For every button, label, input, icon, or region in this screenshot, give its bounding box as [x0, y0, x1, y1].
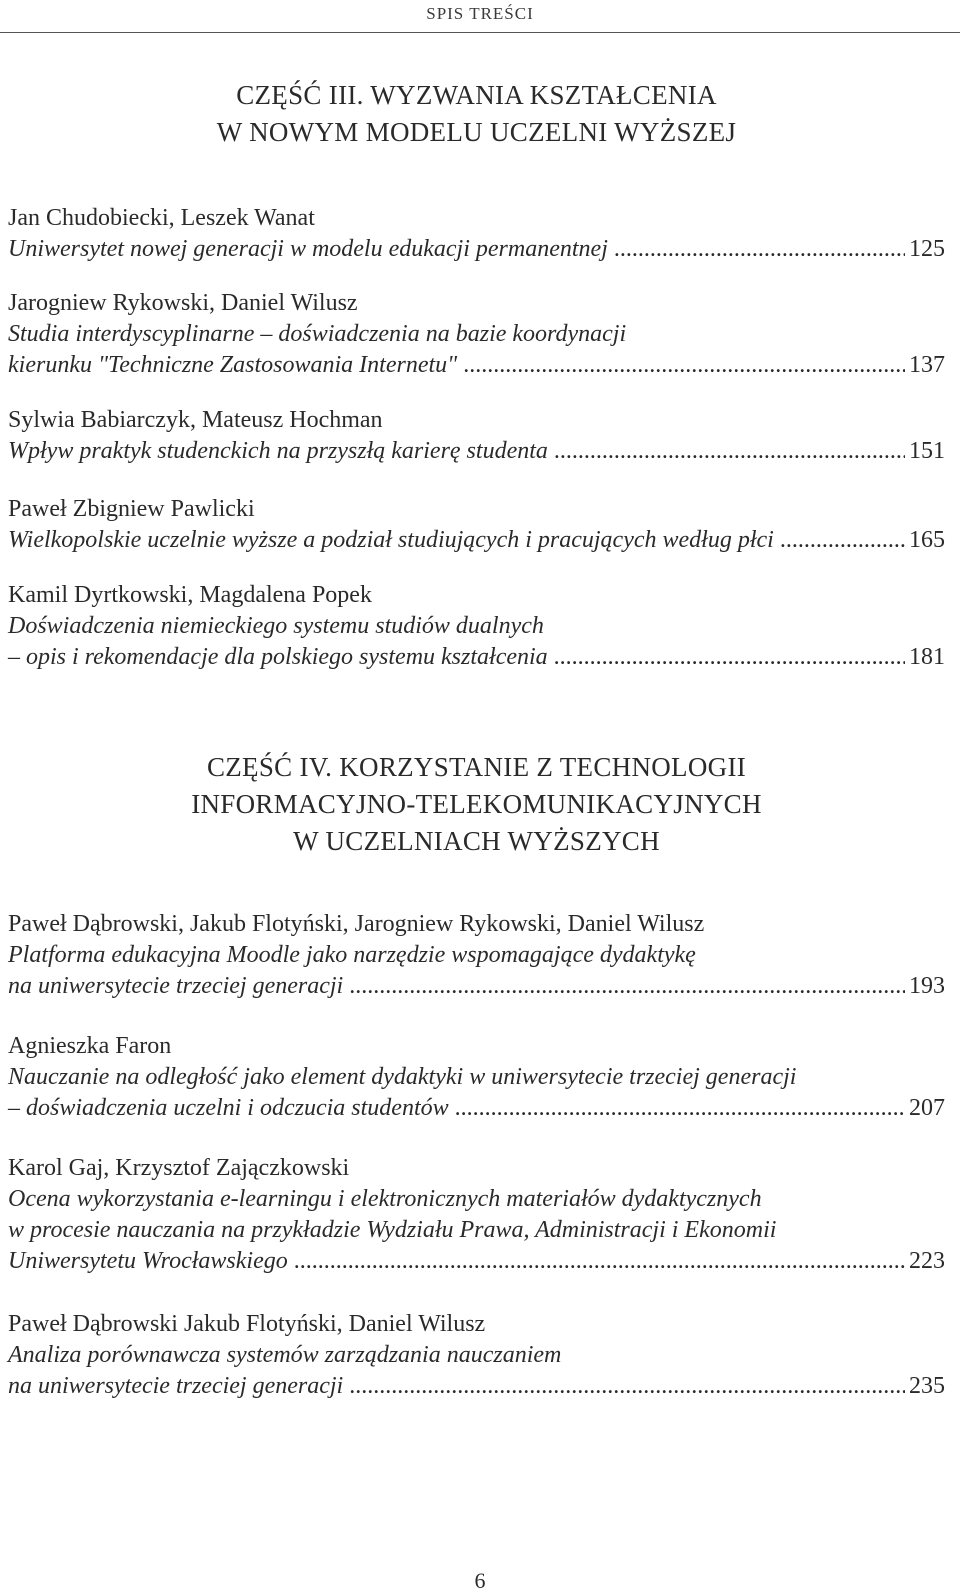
entry-title-line: [8, 1093, 945, 1124]
entry-authors: Kamil Dyrtkowski, Magdalena Popek: [8, 582, 372, 608]
toc-entry[interactable]: [8, 909, 945, 1002]
entry-authors: Paweł Dąbrowski Jakub Flotyński, Daniel Wilusz: [8, 1311, 486, 1337]
entry-page-number: 151: [909, 438, 945, 464]
entry-page-number: 193: [909, 973, 945, 999]
running-head: SPIS TREŚCI: [426, 4, 534, 23]
dot-leader: [294, 1246, 905, 1277]
dot-leader: [463, 350, 905, 381]
entry-page-number: 235: [909, 1373, 945, 1399]
part-4-heading: [8, 749, 945, 860]
entry-title-line: [8, 1246, 945, 1277]
entry-title-line: [8, 642, 945, 673]
entry-title-text: na uniwersytecie trzeciej generacji: [8, 973, 344, 999]
dot-leader: [614, 234, 905, 265]
part-3-heading-line-1: CZĘŚĆ III. WYZWANIA KSZTAŁCENIA: [236, 80, 717, 110]
entry-title-text: Wielkopolskie uczelnie wyższe a podział studiujących i pracujących według płci: [8, 527, 774, 553]
entry-title-line: [8, 350, 945, 381]
part-4-heading-line-3: W UCZELNIACH WYŻSZYCH: [293, 826, 660, 856]
dot-leader: [349, 1371, 905, 1402]
entry-page-number: 181: [909, 644, 945, 670]
entry-page-number: 223: [909, 1248, 945, 1274]
dot-leader: [455, 1093, 905, 1124]
entry-title-text: – doświadczenia uczelni i odczucia studentów: [8, 1095, 449, 1121]
entry-authors: Jan Chudobiecki, Leszek Wanat: [8, 205, 315, 231]
entry-title-line: w procesie nauczania na przykładzie Wydziału Prawa, Administracji i Ekonomii: [8, 1217, 777, 1243]
entry-title-line: Studia interdyscyplinarne – doświadczenia na bazie koordynacji: [8, 321, 627, 347]
entry-title-line: [8, 436, 945, 467]
entry-title-line: Ocena wykorzystania e-learningu i elektronicznych materiałów dydaktycznych: [8, 1186, 762, 1212]
entry-page-number: 137: [909, 352, 945, 378]
entry-title-line: Platforma edukacyjna Moodle jako narzędzie wspomagające dydaktykę: [8, 942, 696, 968]
entry-page-number: 207: [909, 1095, 945, 1121]
toc-entry[interactable]: [8, 580, 945, 673]
dot-leader: [780, 525, 905, 556]
toc-entry[interactable]: [8, 405, 945, 467]
entry-title-text: Uniwersytet nowej generacji w modelu edukacji permanentnej: [8, 236, 608, 262]
entry-title-line: [8, 525, 945, 556]
dot-leader: [349, 971, 905, 1002]
part-3-heading-line-2: W NOWYM MODELU UCZELNI WYŻSZEJ: [216, 117, 737, 147]
entry-title-line: Doświadczenia niemieckiego systemu studiów dualnych: [8, 613, 544, 639]
entry-authors: Paweł Zbigniew Pawlicki: [8, 496, 255, 522]
toc-entry[interactable]: [8, 494, 945, 556]
entry-title-text: Wpływ praktyk studenckich na przyszłą karierę studenta: [8, 438, 548, 464]
part-3-heading: [8, 77, 945, 151]
entry-title-line: [8, 971, 945, 1002]
toc-entry[interactable]: [8, 203, 945, 265]
part-4-heading-line-1: CZĘŚĆ IV. KORZYSTANIE Z TECHNOLOGII: [206, 752, 747, 782]
entry-page-number: 165: [909, 527, 945, 553]
entry-authors: Paweł Dąbrowski, Jakub Flotyński, Jarogniew Rykowski, Daniel Wilusz: [8, 911, 705, 937]
entry-title-text: – opis i rekomendacje dla polskiego systemu kształcenia: [8, 644, 548, 670]
dot-leader: [554, 436, 905, 467]
entry-title-line: Analiza porównawcza systemów zarządzania nauczaniem: [8, 1342, 562, 1368]
toc-entry[interactable]: [8, 288, 945, 381]
part-4-heading-line-2: INFORMACYJNO-TELEKOMUNIKACYJNYCH: [191, 789, 762, 819]
toc-entry[interactable]: [8, 1031, 945, 1124]
entry-title-line: [8, 234, 945, 265]
toc-entry[interactable]: [8, 1153, 945, 1277]
entry-authors: Karol Gaj, Krzysztof Zajączkowski: [8, 1155, 350, 1181]
entry-title-text: Uniwersytetu Wrocławskiego: [8, 1248, 288, 1274]
entry-authors: Sylwia Babiarczyk, Mateusz Hochman: [8, 407, 383, 433]
entry-authors: Agnieszka Faron: [8, 1033, 172, 1059]
dot-leader: [554, 642, 905, 673]
header-rule: [0, 32, 960, 33]
page-number: 6: [474, 1568, 486, 1593]
entry-title-text: na uniwersytecie trzeciej generacji: [8, 1373, 344, 1399]
entry-title-line: Nauczanie na odległość jako element dydaktyki w uniwersytecie trzeciej generacji: [8, 1064, 797, 1090]
entry-title-text: kierunku "Techniczne Zastosowania Internetu": [8, 352, 458, 378]
entry-title-line: [8, 1371, 945, 1402]
toc-entry[interactable]: [8, 1309, 945, 1402]
entry-page-number: 125: [909, 236, 945, 262]
entry-authors: Jarogniew Rykowski, Daniel Wilusz: [8, 290, 358, 316]
